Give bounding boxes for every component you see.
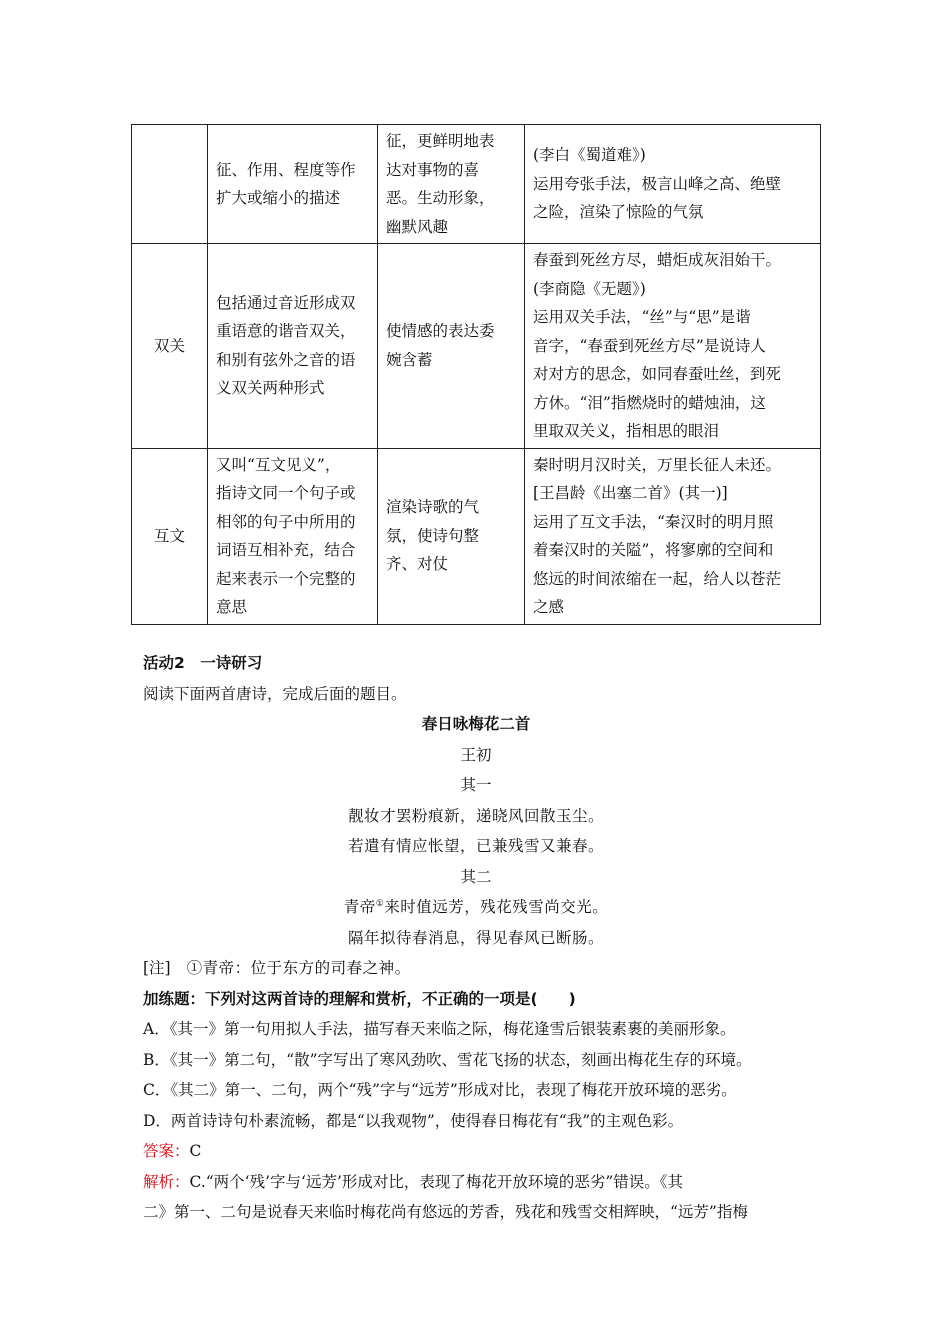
definition-cell: 征、作用、程度等作 扩大或缩小的描述 — [208, 125, 378, 244]
poem-part2-label: 其二 — [460, 867, 492, 886]
answer-label: 答案： — [143, 1142, 190, 1160]
definition-cell: 又叫“互文见义”， 指诗文同一个句子或 相邻的句子中所用的 词语互相补充，结合 起来表示一个完整的 意思 — [208, 448, 378, 624]
analysis-label: 解析： — [143, 1172, 190, 1191]
table-row — [132, 448, 821, 624]
option-d: D．两首诗诗句朴素流畅，都是“以我观物”，使得春日梅花有“我”的主观色彩。 — [143, 1111, 684, 1130]
note-label: [注] — [143, 959, 171, 977]
technique-name-cell: 双关 — [132, 244, 208, 449]
analysis-line — [143, 1167, 823, 1198]
poem-line: 靓妆才罢粉痕新，递晓风回散玉尘。 — [347, 806, 604, 825]
activity-section — [143, 648, 823, 1228]
poem-title: 春日咏梅花二首 — [421, 715, 531, 733]
technique-name-cell — [132, 125, 208, 244]
example-cell: (李白《蜀道难》) 运用夸张手法，极言山峰之高、绝壁 之险，渲染了惊险的气氛 — [525, 125, 821, 244]
question-stem: 加练题：下列对这两首诗的理解和赏析，不正确的一项是( ) — [143, 989, 576, 1008]
rhetoric-table — [131, 124, 821, 625]
poem-word: 青帝 — [343, 898, 376, 916]
poem-text: 来时值远芳，残花残雪尚交光。 — [384, 898, 609, 916]
analysis-line: 二》第一、二句是说春天来临时梅花尚有悠远的芳香，残花和残雪交相辉映，“远芳”指梅 — [143, 1203, 748, 1221]
instruction-text: 阅读下面两首唐诗，完成后面的题目。 — [143, 684, 407, 703]
poem-part1-label: 其一 — [460, 776, 492, 794]
answer-value: C — [189, 1142, 202, 1160]
technique-name-cell: 互文 — [132, 448, 208, 624]
option-b: B．《其一》第二句，“散”字写出了寒风劲吹、雪花飞扬的状态，刻画出梅花生存的环境。 — [143, 1050, 752, 1069]
table-row — [132, 125, 821, 244]
effect-cell: 渲染诗歌的气 氛，使诗句整 齐、对仗 — [378, 448, 525, 624]
example-cell: 春蚕到死丝方尽，蜡炬成灰泪始干。 (李商隐《无题》) 运用双关手法，“丝”与“思”是谐 音字，“春蚕到死丝方尽”是说诗人 对对方的思念，如同春蚕吐丝，到死 方休。“泪”指燃烧时的蜡烛油，这 里取双关义，指相思的眼泪 — [525, 244, 821, 449]
footnote — [143, 953, 823, 984]
table-row — [132, 244, 821, 449]
option-a: A．《其一》第一句用拟人手法，描写春天来临之际，梅花逢雪后银装素裹的美丽形象。 — [143, 1020, 736, 1038]
analysis-text: C.“两个‘残’字与‘远芳’形成对比，表现了梅花开放环境的恶劣”错误。《其 — [189, 1172, 684, 1191]
poem-author: 王初 — [460, 745, 492, 764]
footnote-marker: ① — [375, 898, 385, 909]
note-text: ①青帝：位于东方的司春之神。 — [170, 959, 411, 977]
poem-line — [143, 892, 809, 923]
effect-cell: 征，更鲜明地表 达对事物的喜 恶。生动形象， 幽默风趣 — [378, 125, 525, 244]
example-cell: 秦时明月汉时关，万里长征人未还。 [王昌龄《出塞二首》(其一)] 运用了互文手法，“秦汉时的明月照 着秦汉时的关隘”，将寥廓的空间和 悠远的时间浓缩在一起，给人以苍茫 之感 — [525, 448, 821, 624]
effect-cell: 使情感的表达委 婉含蓄 — [378, 244, 525, 449]
poem-line: 若遣有情应怅望，已兼残雪又兼春。 — [347, 837, 604, 855]
option-c: C．《其二》第一、二句，两个“残”字与“远芳”形成对比，表现了梅花开放环境的恶劣。 — [143, 1081, 737, 1099]
activity-heading: 活动2 一诗研习 — [143, 654, 263, 672]
definition-cell: 包括通过音近形成双 重语意的谐音双关， 和别有弦外之音的语 义双关两种形式 — [208, 244, 378, 449]
poem-line: 隔年拟待春消息，得见春风已断肠。 — [347, 928, 604, 947]
answer-line — [143, 1136, 823, 1167]
